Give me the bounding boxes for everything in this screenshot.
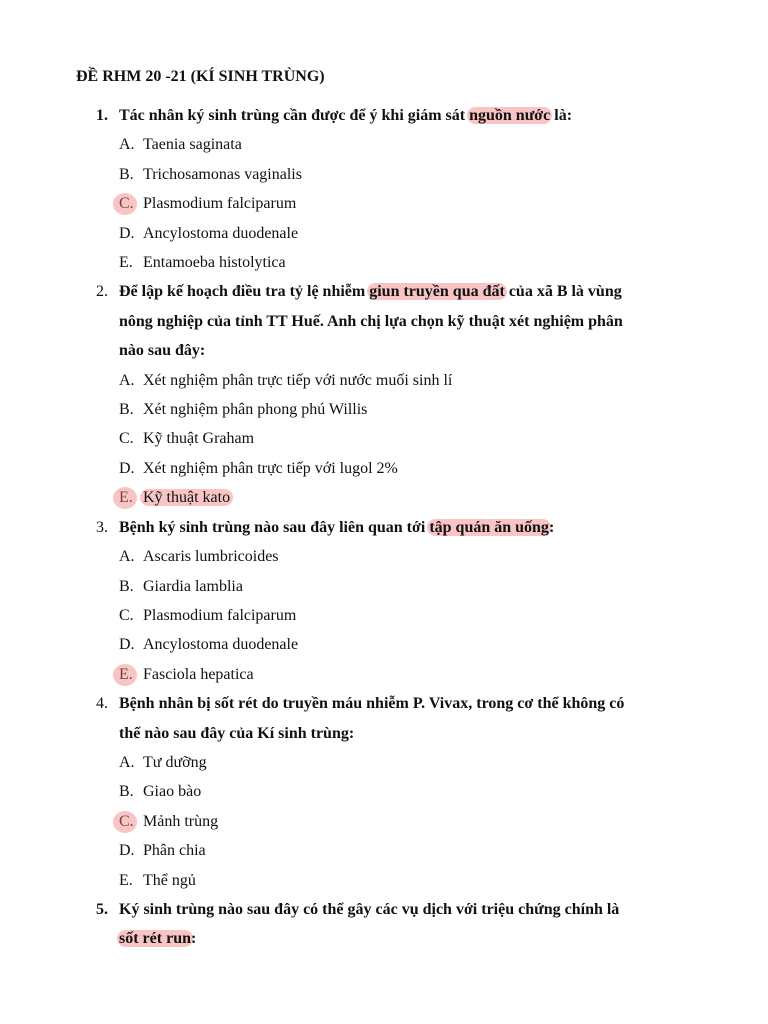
option-letter: D. (119, 459, 135, 477)
answer-option (0, 483, 768, 512)
question-text: Bệnh ký sinh trùng nào sau đây liên quan tới (119, 518, 430, 536)
option-letter: E. (119, 483, 133, 512)
answer-option (0, 219, 768, 248)
question-text-line (0, 307, 689, 336)
answer-option (0, 836, 768, 865)
question-text: của xã B là vùng (504, 283, 622, 301)
question-text: Tác nhân ký sinh trùng cần được để ý khi giám sát (119, 107, 470, 124)
option-text: Ascaris lumbricoides (143, 548, 279, 566)
question-text: Bệnh nhân bị sốt rét do truyền máu nhiễm P. Vivax, trong cơ thể không có (119, 695, 625, 713)
question-number: 1. (96, 107, 108, 124)
option-letter: D. (119, 224, 135, 242)
answer-option (0, 160, 768, 189)
option-text: Tư dưỡng (143, 753, 207, 771)
answer-option (0, 248, 768, 277)
question-1 (0, 101, 768, 277)
option-letter: C. (119, 430, 134, 448)
option-text: Ancylostoma duodenale (143, 224, 299, 242)
answer-option (0, 748, 768, 777)
question-4 (0, 689, 768, 895)
question-3 (0, 513, 768, 689)
option-text: Fasciola hepatica (143, 665, 254, 683)
option-text: Xét nghiệm phân trực tiếp với nước muối sinh lí (143, 371, 453, 389)
question-text-line (0, 277, 689, 306)
answer-option (0, 395, 768, 424)
question-text: nào sau đây: (119, 342, 206, 360)
option-text: Phân chia (143, 842, 206, 860)
option-letter: B. (119, 165, 134, 183)
question-text: thể nào sau đây của Kí sinh trùng: (119, 724, 355, 742)
option-letter: B. (119, 783, 134, 801)
option-letter: D. (119, 842, 135, 860)
option-letter: E. (119, 871, 133, 889)
question-text-line (0, 895, 689, 924)
option-letter: A. (119, 136, 135, 154)
question-text: nông nghiệp của tỉnh TT Huế. Anh chị lựa chọn kỹ thuật xét nghiệm phân (119, 312, 623, 330)
option-letter: A. (119, 371, 135, 389)
answer-option (0, 454, 768, 483)
option-text: Giao bào (143, 783, 202, 801)
question-5 (0, 895, 768, 954)
option-letter: C. (119, 189, 134, 218)
highlighted-phrase: sốt rét run (119, 930, 191, 948)
answer-option (0, 542, 768, 571)
question-number: 4. (96, 695, 108, 713)
answer-option (0, 807, 768, 836)
option-text: Trichosamonas vaginalis (143, 165, 302, 183)
option-letter: C. (119, 606, 134, 624)
answer-option (0, 866, 768, 895)
option-letter: E. (119, 254, 133, 272)
question-text: Ký sinh trùng nào sau đây có thể gây các vụ dịch với triệu chứng chính là (119, 900, 620, 918)
question-text: : (190, 930, 197, 948)
answer-option (0, 366, 768, 395)
option-text: Giardia lamblia (143, 577, 243, 595)
option-letter: A. (119, 548, 135, 566)
answer-option (0, 630, 768, 659)
option-text: Kỹ thuật kato (140, 489, 233, 506)
question-text-line (0, 689, 689, 718)
option-text: Xét nghiệm phân trực tiếp với lugol 2% (143, 459, 398, 477)
answer-option (0, 660, 768, 689)
highlighted-phrase: giun truyền qua đất (369, 283, 505, 301)
question-number: 3. (96, 518, 108, 536)
question-number: 5. (96, 900, 108, 918)
answer-option (0, 601, 768, 630)
option-letter: A. (119, 753, 135, 771)
question-text-line (0, 336, 689, 365)
highlighted-phrase: nguồn nước (469, 107, 551, 124)
option-text: Xét nghiệm phân phong phú Willis (143, 401, 368, 419)
question-2 (0, 277, 768, 512)
answer-option (0, 130, 768, 159)
option-letter: E. (119, 660, 133, 689)
option-text: Plasmodium falciparum (143, 195, 297, 213)
question-text-line (0, 924, 689, 953)
option-text: Kỹ thuật Graham (143, 430, 255, 448)
option-text: Taenia saginata (143, 136, 242, 154)
question-text: : (548, 518, 555, 536)
option-letter: B. (119, 401, 134, 419)
option-text: Plasmodium falciparum (143, 606, 297, 624)
highlighted-phrase: tập quán ăn uống (429, 518, 549, 536)
option-text: Mảnh trùng (143, 812, 219, 830)
question-number: 2. (96, 283, 108, 301)
question-list (0, 101, 768, 954)
question-text-line (0, 101, 689, 130)
answer-option (0, 189, 768, 218)
answer-option (0, 572, 768, 601)
question-text: Để lập kế hoạch điều tra tỷ lệ nhiễm (119, 283, 370, 301)
option-letter: C. (119, 807, 134, 836)
question-text-line (0, 513, 689, 542)
option-letter: B. (119, 577, 134, 595)
answer-option (0, 777, 768, 806)
option-letter: D. (119, 636, 135, 654)
option-text: Ancylostoma duodenale (143, 636, 299, 654)
option-text: Thể ngủ (143, 871, 196, 889)
question-text: là: (550, 107, 573, 124)
answer-option (0, 424, 768, 453)
option-text: Entamoeba histolytica (143, 254, 286, 272)
question-text-line (0, 719, 689, 748)
document-title: ĐỀ RHM 20 -21 (KÍ SINH TRÙNG) (76, 68, 325, 85)
